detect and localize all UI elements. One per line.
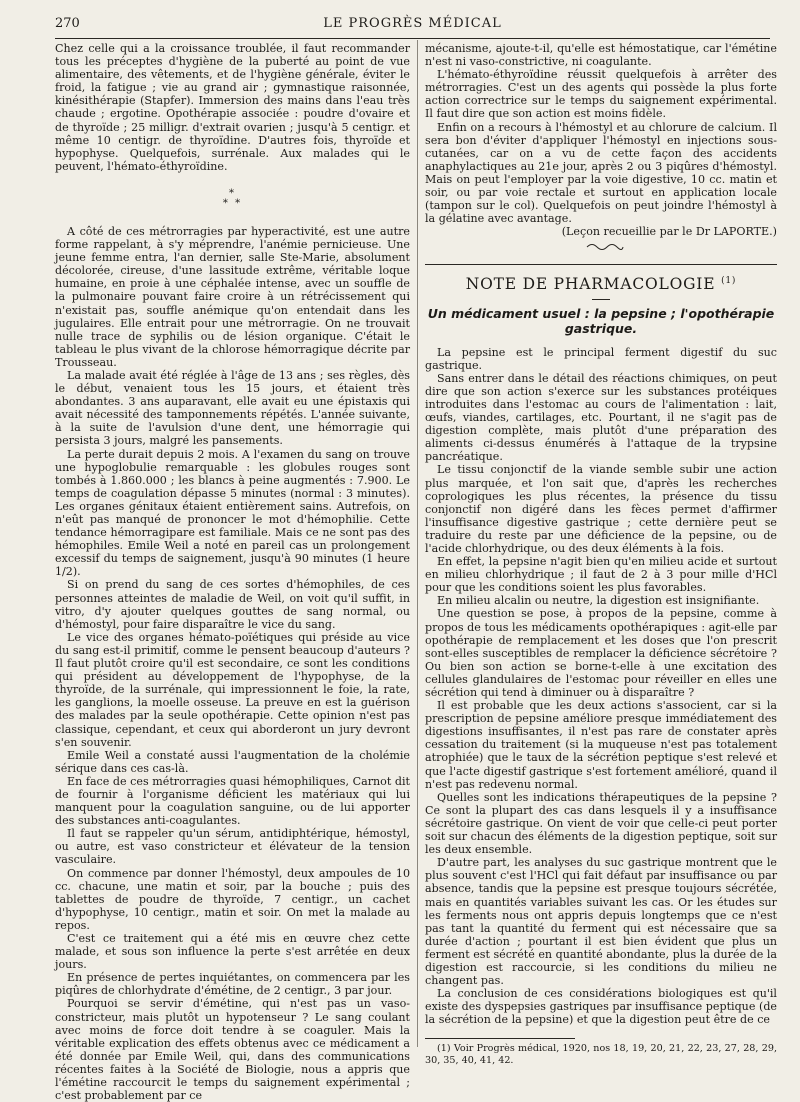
paragraph: D'autre part, les analyses du suc gastrique montrent que le plus souvent c'est l'HCl qui fait défaut par insuffisance ou par absence, tandis que la pepsine est presque toujours sécrétée, mais en quantités variables suivant les cas. Or les études sur les ferments nous ont appris depuis longtemps que ce n'est pas tant la quantité du ferment qui est nécessaire que sa durée d'action ; pourtant il est bien évident que plus un ferment est sécrété en quantité abondante, plus la durée de la digestion est raccourcie, si les conditions du milieu ne changent pas. <box>425 856 777 988</box>
footnote-mark: (1) <box>721 276 737 287</box>
paragraph: La perte durait depuis 2 mois. A l'examen du sang on trouve une hypoglobulie remarquable : les globules rouges sont tombés à 1.860.000 ; les blancs à peine augmentés : 7.900. Le temps de coagulation dépasse 5 minutes (normal : 3 minutes). Les organes génitaux étaient entièrement sains. Autrefois, on n'eût pas manqué de prononcer le mot d'hémophilie. Cette tendance hémorragipare est familiale. Mais ce ne sont pas des hémophiles. Emile Weil a noté en pareil cas un prolongement excessif du temps de saignement, jusqu'à 90 minutes (1 heure 1/2). <box>55 447 410 579</box>
ornament-divider <box>425 238 777 260</box>
paragraph: La malade avait été réglée à l'âge de 13 ans ; ses règles, dès le début, venaient tous les 15 jours, et étaient très abondantes. 3 ans auparavant, elle avait eu une épistaxis qui avait nécessité des tamponnements répétés. L'année suivante, à la suite de l'avulsion d'une dent, une hémorragie qui persista 3 jours, malgré les pansements. <box>55 368 410 448</box>
paragraph: mécanisme, ajoute-t-il, qu'elle est hémostatique, car l'émétine n'est ni vaso-constrictive, ni coagulante. <box>425 42 777 69</box>
paragraph: On commence par donner l'hémostyl, deux ampoules de 10 cc. chacune, une matin et soir, par la bouche ; puis des tablettes de poudre de thyroïde, 7 centigr., un cachet d'hypophyse, 10 centigr., matin et soir. On met la malade au repos. <box>55 866 410 932</box>
left-column <box>55 42 410 1102</box>
right-column <box>425 42 777 1067</box>
footnote: (1) Voir Progrès médical, 1920, nos 18, 19, 20, 21, 22, 23, 27, 28, 29, 30, 35, 40, 41, 42. <box>425 1043 777 1067</box>
paragraph: Emile Weil a constaté aussi l'augmentation de la cholémie sérique dans ces cas-là. <box>55 748 410 775</box>
column-divider <box>417 40 418 1047</box>
paragraph: Quelles sont les indications thérapeutiques de la pepsine ? Ce sont la plupart des cas dans lesquels il y a insuffisance sécrétoire gastrique. On vient de voir que celle-ci peut porter soit sur chacun des éléments de la digestion peptique, soit sur les deux ensemble. <box>425 790 777 857</box>
paragraph: Si on prend du sang de ces sortes d'hémophiles, de ces personnes atteintes de maladie de Weil, on voit qu'il suffit, in vitro, d'y ajouter quelques gouttes de sang normal, ou d'hémostyl, pour faire disparaître le vice du sang. <box>55 578 410 631</box>
paragraph: Une question se pose, à propos de la pepsine, comme à propos de tous les médicaments opothérapiques : agit-elle par opothérapie de remplacement et les doses que l'on prescrit sont-elles susceptibles de remplacer la déficience sécrétoire ? Ou bien son action se borne-t-elle à une excitation des cellules glandulaires de l'estomac pour réveiller en elles une sécrétion qui tend à diminuer ou à disparaître ? <box>425 607 777 699</box>
section-title <box>425 264 777 294</box>
lecture-credit: (Leçon recueillie par le Dr LAPORTE.) <box>561 225 777 239</box>
paragraph: En face de ces métrorragies quasi hémophiliques, Carnot dit de fournir à l'organisme déficient les matériaux qui lui manquent pour la coagulation sanguine, ou de lui apporter des substances anti-coagulantes. <box>55 774 410 828</box>
page-number: 270 <box>55 16 80 31</box>
asterism: * * * <box>222 187 243 209</box>
paragraph: C'est ce traitement qui a été mis en œuvre chez cette malade, et sous son influence la perte s'est arrêtée en deux jours. <box>55 932 410 972</box>
paragraph: Il est probable que les deux actions s'associent, car si la prescription de pepsine améliore presque immédiatement des digestions insuffisantes, il n'est pas rare de constater après cessation du traitement (si la muqueuse n'est pas totalement atrophiée) que le taux de la sécrétion peptique s'est relevé et que l'acte digestif gastrique s'est fortement amélioré, quand il n'est pas redevenu normal. <box>425 699 777 791</box>
footnote-rule <box>425 1038 575 1039</box>
paragraph: A côté de ces métrorragies par hyperactivité, est une autre forme rappelant, à s'y méprendre, l'anémie pernicieuse. Une jeune femme entra, l'an dernier, salle Ste-Marie, absolument décolorée, cireuse, d'une lassitude extrême, véritable loque humaine, en proie à une céphalée intense, avec un souffle de la pulmonaire pouvant faire croire à un rétrécissement qui n'existait pas, souffle anémique qu'on entendait dans les jugulaires. Elle entrait pour une métrorragie. On ne trouvait nulle trace de syphilis ou de lésion organique. C'était le tableau le plus vivant de la chlorose hémorragique décrite par Trousseau. <box>55 224 410 369</box>
section-subtitle: Un médicament usuel : la pepsine ; l'opothérapie gastrique. <box>427 305 775 336</box>
paragraph: Il faut se rappeler qu'un sérum, antidiphtérique, hémostyl, ou autre, est vaso constricteur et élévateur de la tension vasculaire. <box>55 827 410 867</box>
paragraph: En milieu alcalin ou neutre, la digestion est insignifiante. <box>437 594 760 608</box>
journal-title: LE PROGRÈS MÉDICAL <box>323 16 502 31</box>
section-title-text: NOTE DE PHARMACOLOGIE <box>465 275 716 294</box>
page-header <box>55 14 770 39</box>
paragraph: Enfin on a recours à l'hémostyl et au chlorure de calcium. Il sera bon d'éviter d'appliquer l'hémostyl en injections sous-cutanées, car on a vu de cette façon des accidents anaphylactiques au 21e jour, après 2 ou 3 piqûres d'hémostyl. Mais on peut l'employer par la voie digestive, 10 cc. matin et soir, ou par voie rectale et surtout en application locale (tampon sur le col). Quelquefois on peut joindre l'hémostyl à la gélatine avec avantage. <box>425 120 777 226</box>
paragraph: Le vice des organes hémato-poïétiques qui préside au vice du sang est-il primitif, comme le pensent beaucoup d'auteurs ? Il faut plutôt croire qu'il est secondaire, ce sont les conditions qui président au développement de l'hypophyse, de la thyroïde, de la surrénale, qui impressionnent le foie, la rate, les ganglions, la moelle osseuse. La preuve en est la guérison des malades par la seule opothérapie. Cette opinion n'est pas classique, cependant, et ceux qui aborderont un jury devront s'en souvenir. <box>55 630 410 749</box>
paragraph: La pepsine est le principal ferment digestif du suc gastrique. <box>425 345 777 372</box>
paragraph: Sans entrer dans le détail des réactions chimiques, on peut dire que son action s'exerce sur les substances protéiques introduites dans l'estomac au cours de l'alimentation : lait, œufs, viandes, cartilages, etc. Pourtant, il ne s'agit pas de digestion complète, mais plutôt d'une préparation des aliments ci-dessus énumérés à l'attaque de la trypsine pancréatique. <box>425 371 777 464</box>
paragraph: En présence de pertes inquiétantes, on commencera par les piqûres de chlorhydrate d'émétine, de 2 centigr., 3 par jour. <box>55 971 410 998</box>
paragraph: Pourquoi se servir d'émétine, qui n'est pas un vaso-constricteur, mais plutôt un hypotenseur ? Le sang coulant avec moins de force doit tendre à se coaguler. Mais la véritable explication des effets obtenus avec ce médicament a été donnée par Emile Weil, qui, dans des communications récentes faites à la Société de Biologie, nous a appris que l'émétine raccourcit le temps du saignement expérimental ; c'est probablement par ce <box>55 997 410 1102</box>
paragraph: En effet, la pepsine n'agit bien qu'en milieu acide et surtout en milieu chlorhydrique ; il faut de 2 à 3 pour mille d'HCl pour que les conditions soient les plus favorables. <box>425 555 777 595</box>
paragraph: Le tissu conjonctif de la viande semble subir une action plus marquée, et l'on sait que, d'après les recherches coprologiques les plus récentes, la présence du tissu conjonctif non digéré dans les fèces permet d'affirmer l'insuffisance digestive gastrique ; cette dernière peut se traduire du reste par une déficience de la pepsine, ou de l'acide chlorhydrique, ou des deux éléments à la fois. <box>425 463 777 555</box>
paragraph: Chez celle qui a la croissance troublée, il faut recommander tous les préceptes d'hygiène de la puberté au point de vue alimentaire, des vêtements, et de l'hygiène générale, éviter le froid, la fatigue ; vie au grand air ; gymnastique raisonnée, kinésithérapie (Stapfer). Immersion des mains dans l'eau très chaude ; ergotine. Opothérapie associée : poudre d'ovaire et de thyroïde ; 25 milligr. d'extrait ovarien ; jusqu'à 5 centigr. et même 10 centigr. de thyroïdine. D'autres fois, thyroïde et hypophyse. Quelquefois, surrénale. Aux malades qui le peuvent, l'hémato-éthyroïdine. <box>55 42 410 173</box>
paragraph: L'hémato-éthyroïdine réussit quelquefois à arrêter des métrorragies. C'est un des agents qui possède la plus forte action correctrice sur le temps du saignement expérimental. Il faut dire que son action est moins fidèle. <box>425 68 777 121</box>
paragraph: La conclusion de ces considérations biologiques est qu'il existe des dyspepsies gastriques par insuffisance peptique (de la sécrétion de la pepsine) et que la digestion peut être de ce <box>425 987 777 1027</box>
short-rule <box>592 299 610 300</box>
